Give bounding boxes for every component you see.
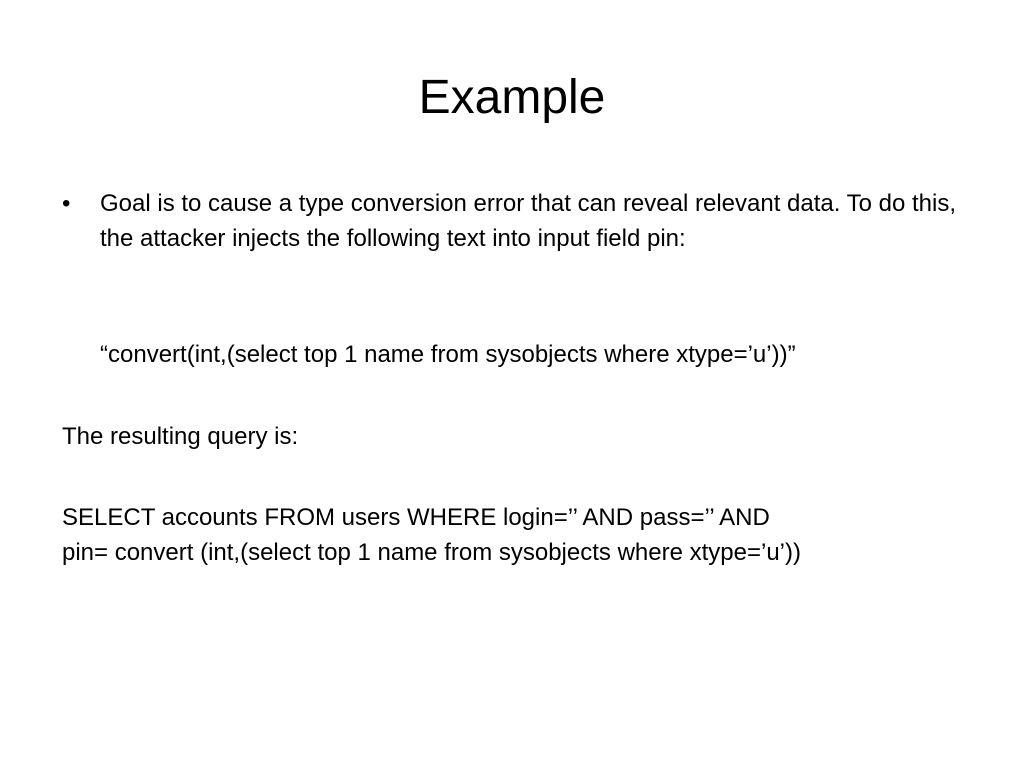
- bullet-marker: •: [62, 190, 71, 217]
- resulting-query-label: The resulting query is:: [62, 423, 299, 450]
- query-line-2: pin= convert (int,(select top 1 name from sysobjects where xtype=’u’)): [62, 539, 801, 566]
- injected-payload-text: “convert(int,(select top 1 name from sysobjects where xtype=’u’))”: [100, 341, 796, 368]
- query-line-1: SELECT accounts FROM users WHERE login=’’ AND pass=’’ AND: [62, 504, 770, 531]
- slide-title: Example: [418, 71, 606, 124]
- bullet-text: Goal is to cause a type conversion error that can reveal relevant data. To do this, the attacker injects the following text into input field pin:: [100, 190, 957, 252]
